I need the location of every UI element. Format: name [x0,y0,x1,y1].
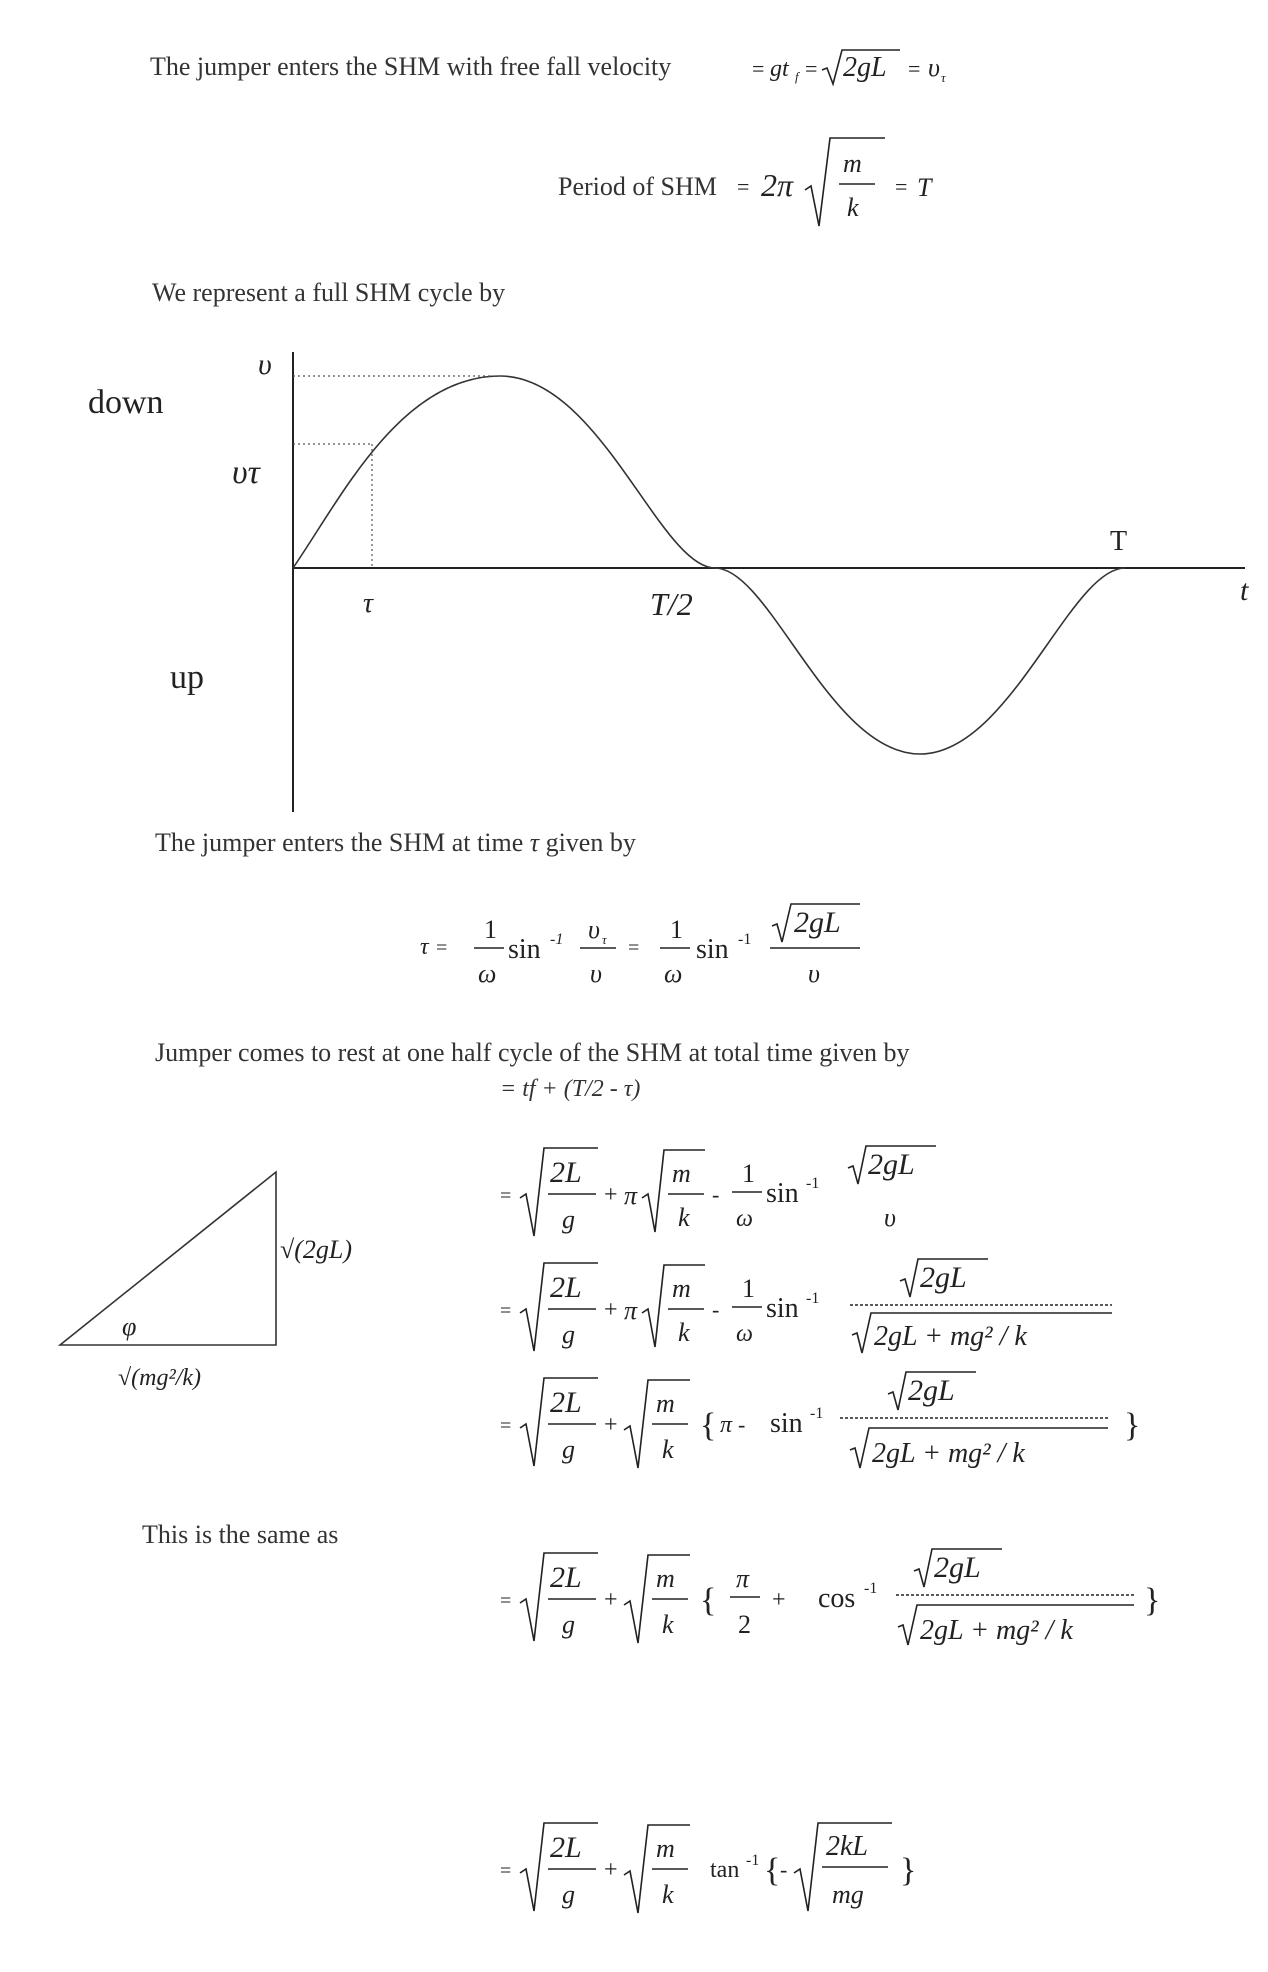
enters-at-text [155,828,636,858]
right-brace: } [1144,1582,1161,1619]
equals-sign: = [908,56,921,81]
sym-k: k [662,1610,674,1639]
equals-sign: = [500,1590,512,1612]
x-axis-label: t [1240,574,1249,607]
sym-2gL: 2gL [868,1148,915,1181]
sym-inverse: -1 [806,1175,820,1192]
sym-sin: sin [766,1293,799,1324]
sym-2gL: 2gL [794,906,841,939]
sym-cos: cos [818,1583,856,1614]
eq-total-line-1 [500,1140,1020,1250]
sym-tau-sub: τ [602,932,607,947]
period-end-label: T [1110,526,1128,557]
sym-v: υ [588,915,600,944]
eq-tan-form [500,1815,980,1945]
sym-g: g [562,1205,575,1234]
sym-2L: 2L [550,1156,582,1189]
sym-sin: sin [696,934,729,965]
sym-2L: 2L [550,1561,582,1594]
sym-omega: ω [736,1321,753,1347]
eq-total-line-3 [500,1370,1180,1490]
sym-inverse: -1 [738,931,752,948]
sym-one: 1 [742,1274,755,1303]
sym-one: 1 [670,915,683,944]
sym-sin: sin [508,934,541,965]
sym-pi: π [624,1296,638,1325]
eq-cos-form [500,1545,1180,1675]
minus-sign: - [738,1412,746,1437]
left-brace: { [700,1407,717,1444]
sym-2gL: 2gL [934,1551,981,1584]
plus-sign: + [604,1297,618,1323]
up-label: up [170,659,204,696]
period-label: Period of SHM [558,172,717,201]
tau-inline: τ [529,828,540,857]
sym-inverse: -1 [810,1405,824,1422]
sym-m: m [672,1274,691,1303]
sym-one: 1 [484,915,497,944]
sym-pi: π [736,1564,750,1593]
sym-m: m [672,1159,691,1188]
sym-T: T [917,173,932,202]
sym-2gL: 2gL [920,1261,967,1294]
given-by-text: given by [545,828,636,857]
sym-tau: τ [420,934,429,960]
right-brace: } [900,1852,917,1889]
tau-label: τ [363,588,374,619]
sym-g: g [562,1610,575,1639]
enters-at-text-main: The jumper enters the SHM at time [155,828,524,857]
plus-sign: + [772,1587,786,1613]
intro-text: The jumper enters the SHM with free fall velocity [150,52,672,81]
sym-k: k [678,1318,690,1347]
sym-2L: 2L [550,1831,582,1864]
sym-inverse: -1 [746,1852,760,1869]
sym-tau-sub: τ [941,70,946,85]
equals-sign: = [500,1300,512,1322]
equals-sign: = [895,174,908,199]
reference-triangle [40,1160,370,1400]
minus-sign: - [712,1182,720,1207]
rest-text: Jumper comes to rest at one half cycle of the SHM at total time given by [155,1038,910,1067]
sym-gt: gt [770,56,789,82]
sym-g: g [562,1435,575,1464]
sym-mg: mg [832,1880,864,1909]
sym-inverse: -1 [864,1580,878,1597]
sym-m: m [656,1564,675,1593]
sym-m: m [656,1834,675,1863]
sym-k: k [662,1435,674,1464]
left-brace: { [700,1582,717,1619]
sym-pi: π [720,1412,733,1438]
sym-two: 2 [738,1610,751,1639]
equals-sign: = [805,56,818,81]
sym-denominator: 2gL + mg² / k [920,1615,1073,1646]
horizontal-side-label: √(mg²/k) [118,1365,202,1391]
equals-sign: = [737,174,750,199]
sym-pi: π [624,1181,638,1210]
half-period-label: T/2 [650,586,693,622]
total-time-expression: = tf + (T/2 - τ) [500,1076,641,1102]
equals-sign: = [436,937,448,959]
v-tau-label: υτ [232,454,260,491]
eq-total-line-2 [500,1255,1140,1365]
sym-inverse: -1 [806,1290,820,1307]
equals-sign: = [628,937,640,959]
triangle-outline [60,1172,276,1345]
sym-2kL: 2kL [826,1831,868,1862]
phi-label: φ [122,1312,137,1341]
sym-denominator: 2gL + mg² / k [872,1438,1025,1469]
sym-2L: 2L [550,1386,582,1419]
sym-one: 1 [742,1159,755,1188]
plus-sign: + [604,1412,618,1438]
eq-tau [420,900,890,1010]
sine-curve [293,376,1128,754]
down-label: down [88,384,164,421]
equals-sign: = [500,1185,512,1207]
sym-v: υ [808,959,820,988]
sym-g: g [562,1880,575,1909]
sym-omega: ω [664,959,683,988]
sym-k: k [847,193,859,222]
sym-v: υ [590,959,602,988]
sym-inverse: -1 [550,931,564,948]
plus-sign: + [604,1857,618,1883]
sym-2gL: 2gL [908,1374,955,1407]
sym-sin: sin [770,1408,803,1439]
right-brace: } [1124,1407,1141,1444]
same-as-text: This is the same as [142,1520,339,1549]
sym-m: m [843,149,862,178]
minus-sign: - [712,1297,720,1322]
sym-k: k [678,1203,690,1232]
sym-omega: ω [736,1206,753,1232]
sym-tan: tan [710,1857,740,1883]
left-brace: { [764,1852,781,1889]
eq-freefall-velocity [750,44,1010,100]
y-axis-label: υ [258,348,272,381]
plus-sign: + [604,1587,618,1613]
sym-k: k [662,1880,674,1909]
sym-2gL: 2gL [843,52,887,83]
sym-2pi: 2π [761,167,794,203]
sym-omega: ω [478,959,497,988]
represent-text: We represent a full SHM cycle by [152,278,506,307]
sym-denominator: 2gL + mg² / k [874,1321,1027,1352]
shm-graph [0,330,1268,820]
vertical-side-label: √(2gL) [280,1235,353,1264]
equals-sign: = [752,56,765,81]
sym-v: υ [884,1203,896,1232]
sym-sin: sin [766,1178,799,1209]
equals-sign: = [500,1415,512,1437]
sym-2L: 2L [550,1271,582,1304]
minus-sign: - [780,1857,788,1882]
equals-sign: = [500,1860,512,1882]
sym-v: υ [928,53,940,82]
eq-period [735,128,955,238]
sym-f-sub: f [795,69,799,84]
sym-m: m [656,1389,675,1418]
plus-sign: + [604,1182,618,1208]
sym-g: g [562,1320,575,1349]
